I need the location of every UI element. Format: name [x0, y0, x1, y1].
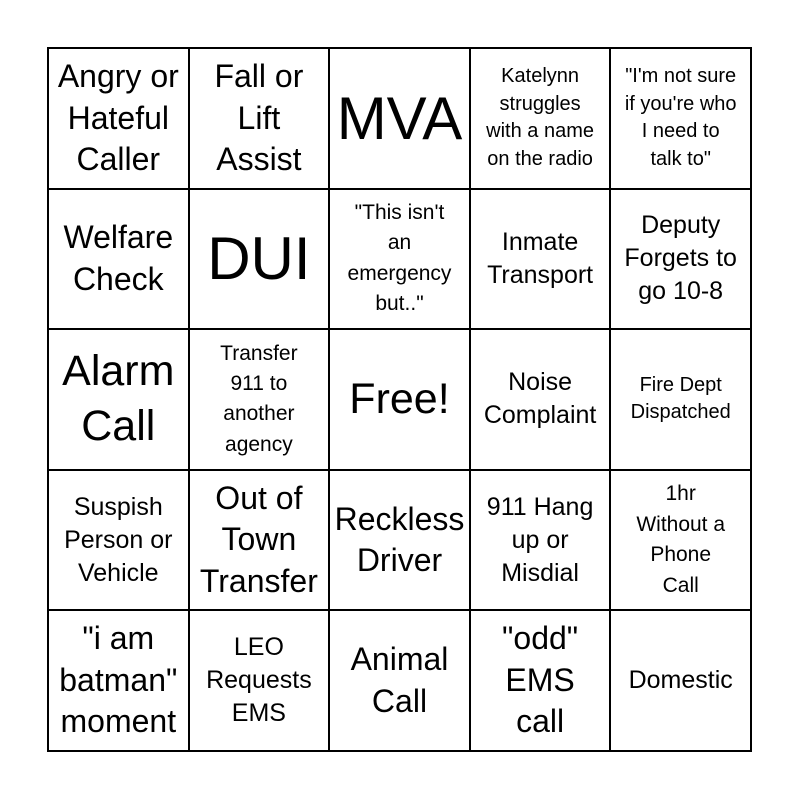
cell-label: Fall or Lift Assist [214, 57, 304, 178]
bingo-cell[interactable] [190, 330, 331, 471]
bingo-cell[interactable] [471, 49, 612, 190]
cell-label: Domestic [628, 666, 733, 695]
cell-label: Alarm Call [62, 346, 175, 451]
cell-label: LEO Requests EMS [206, 633, 312, 728]
cell-label: 1hr Without a Phone Call [636, 482, 726, 597]
bingo-cell[interactable] [471, 190, 612, 331]
bingo-cell[interactable] [330, 49, 471, 190]
cell-label: Welfare Check [63, 219, 174, 297]
bingo-cell[interactable] [471, 330, 612, 471]
bingo-cell[interactable] [330, 190, 471, 331]
bingo-cell[interactable] [49, 471, 190, 612]
bingo-cell[interactable] [190, 611, 331, 752]
cell-label: "I'm not sure if you're who I need to talk to" [624, 65, 737, 170]
cell-label: Animal Call [350, 641, 449, 719]
bingo-cell[interactable] [471, 611, 612, 752]
bingo-cell[interactable] [190, 471, 331, 612]
bingo-board [47, 47, 752, 752]
bingo-cell[interactable] [611, 330, 752, 471]
cell-label: "odd" EMS call [502, 620, 579, 740]
bingo-cell[interactable] [611, 190, 752, 331]
cell-label: Katelynn struggles with a name on the radio [486, 65, 595, 170]
cell-label: Inmate Transport [487, 227, 594, 289]
bingo-cell[interactable] [611, 49, 752, 190]
cell-label: 911 Hang up or Misdial [486, 492, 594, 587]
cell-label: DUI [207, 225, 311, 293]
bingo-cell[interactable] [611, 611, 752, 752]
cell-label: Reckless Driver [334, 500, 465, 579]
cell-label: Transfer 911 to another agency [220, 341, 298, 456]
cell-label: MVA [336, 84, 463, 152]
free-space[interactable] [330, 330, 471, 471]
cell-label: Suspish Person or Vehicle [64, 492, 173, 587]
cell-label: Out of Town Transfer [199, 479, 318, 599]
bingo-cell[interactable] [190, 49, 331, 190]
cell-label: "i am batman" moment [59, 620, 178, 740]
cell-label: Deputy Forgets to go 10-8 [624, 211, 737, 306]
free-space-label: Free! [349, 374, 450, 423]
bingo-cell[interactable] [49, 190, 190, 331]
cell-label: "This isn't an emergency but.." [347, 201, 452, 316]
cell-label: Fire Dept Dispatched [630, 373, 731, 424]
bingo-cell[interactable] [471, 471, 612, 612]
bingo-cell[interactable] [49, 330, 190, 471]
bingo-cell[interactable] [330, 471, 471, 612]
bingo-cell[interactable] [190, 190, 331, 331]
bingo-cell[interactable] [611, 471, 752, 612]
cell-label: Noise Complaint [483, 368, 597, 430]
bingo-cell[interactable] [49, 49, 190, 190]
cell-label: Angry or Hateful Caller [57, 57, 179, 178]
bingo-cell[interactable] [330, 611, 471, 752]
bingo-cell[interactable] [49, 611, 190, 752]
